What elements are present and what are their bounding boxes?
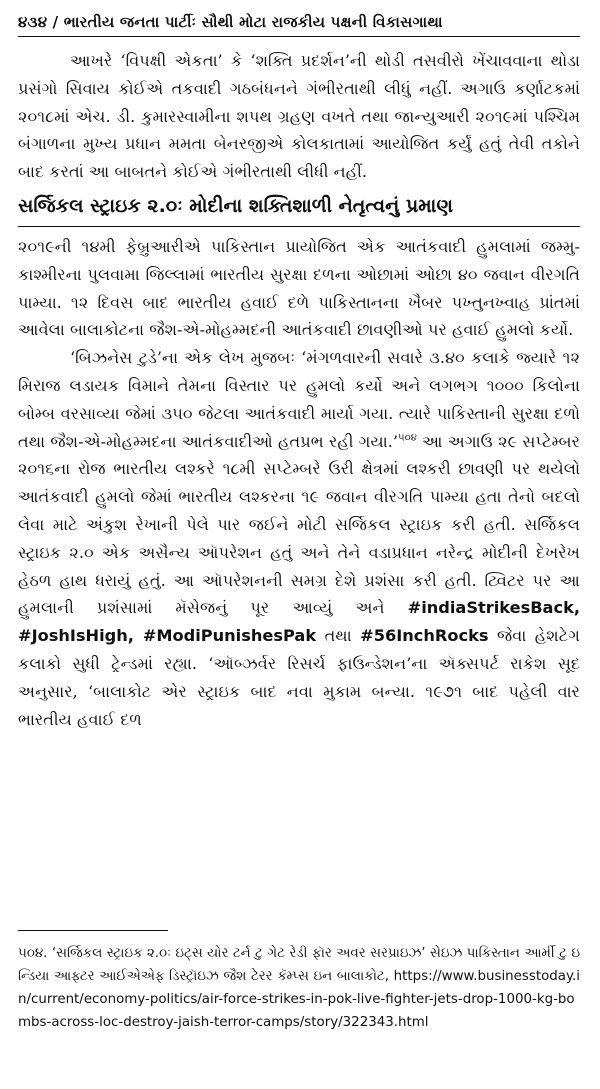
section-rule — [18, 226, 580, 227]
hashtag-56inch: #56InchRocks — [360, 626, 489, 646]
paragraph-1: આખરે ‘વિપક્ષી એકતા’ કે ‘શક્તિ પ્રદર્શન’ની થોડી તસવીરો ખેંચાવવાના થોડા પ્રસંગો સિવાય કોઈએ તકવાદી ગઠબંધનને ગંભીરતાથી લીધું નહીં. અગાઉ કર્ણાટકમાં ૨૦૧૮માં એચ. ડી. કુમારસ્વામીના શપથ ગ્રહણ વખતે તથા જાન્યુઆરી ૨૦૧૯માં પશ્ચિમ બંગાળના મુખ્ય પ્રધાન મમતા બેનરજીએ કોલકાતામાં આયોજિત કર્યું હતું તેવી તકોને બાદ કરતાં આ બાબતને કોઈએ ગંભીરતાથી લીધી નહીં. — [18, 51, 580, 182]
header-rule — [18, 36, 580, 37]
paragraph-3-part-c: તથા — [316, 626, 361, 646]
paragraph-3-part-d: જેવા હેશટેગ કલાકો સુધી ટ્રેન્ડમાં રહ્યા. ‘ઑબ્ઝર્વર રિસર્ચ ફાઉન્ડેશન’ના ઍક્સપર્ટ રાકેશ સૂદ અનુસાર, ‘બાલાકોટ એર સ્ટ્રાઇક બાદ નવા મુકામ બન્યા. ૧૯૭૧ બાદ પહેલી વાર ભારતીય હવાઈ દળ — [18, 626, 580, 729]
paragraph-2: ૨૦૧૯ની ૧૪મી ફેબ્રુઆરીએ પાકિસ્તાન પ્રાયોજિત એક આતંકવાદી હુમલામાં જમ્મુ-કાશ્મીરના પુલવામા જિલ્લામાં ભારતીય સુરક્ષા દળના ઓછામાં ઓછા ૪૦ જવાન વીરગતિ પામ્યા. ૧૨ દિવસ બાદ ભારતીય હવાઈ દળે પાકિસ્તાનના ખૈબર પખ્તુનખ્વાહ પ્રાંતમાં આવેલા બાલાકોટના જૈશ-એ-મોહમ્મદની આતંકવાદી છાવણીઓ પર હવાઈ હુમલો કર્યો. — [18, 236, 580, 340]
footnote-reference: ૫૦૪ — [398, 432, 417, 444]
paragraph-3 — [18, 344, 580, 733]
running-head: ૪૩૪ / ભારતીય જનતા પાર્ટીઃ સૌથી મોટા રાજકીય પક્ષની વિકાસગાથા — [18, 13, 443, 31]
paragraph-3-part-b: આ અગાઉ ૨૯ સપ્ટેમ્બર ૨૦૧૬ના રોજ ભારતીય લશ્કરે ૧૮મી સપ્ટેમ્બરે ઉરી ક્ષેત્રમાં લશ્કરી છાવણી પર થયેલો આતંકવાદી હુમલો જેમાં ભારતીય લશ્કરના ૧૯ જવાન વીરગતિ પામ્યા હતા તેનો બદલો લેવા માટે અંકુશ રેખાની પેલે પાર જઈને મોટી સર્જિકલ સ્ટ્રાઇક કરી હતી. સર્જિકલ સ્ટ્રાઇક ૨.૦ એક અસૈન્ય ઑપરેશન હતું અને તેને વડાપ્રધાન નરેન્દ્ર મોદીની દેખરેખ હેઠળ હાથ ધરાયું હતું. આ ઑપરેશનની સમગ્ર દેશે પ્રશંસા કરી હતી. ટ્વિટર પર આ હુમલાની પ્રશંસામાં મૅસેજનું પૂર આવ્યું અને — [18, 431, 580, 618]
footnote-rule — [18, 930, 168, 931]
section-heading: સર્જિકલ સ્ટ્રાઇક ૨.૦ઃ મોદીના શક્તિશાળી નેતૃત્વનું પ્રમાણ — [18, 194, 453, 217]
footnote: ૫૦૪. ‘સર્જિકલ સ્ટ્રાઇક ૨.૦ઃ ઇટ્સ યોર ટર્ન ટુ ગેટ રેડી ફૉર અવર સરપ્રાઇઝ’ સેઇઝ પાકિસ્તાન આર્મી ટુ ઇન્ડિયા આફ્ટર આઈએએફ ડિસ્ટ્રૉઇઝ જૈશ ટેરર કૅમ્પ્સ ઇન બાલાકોટ, https://www.businesstoday.in/current/economy-politics/air-force-strikes-in-pok-live-fighter-jets-drop-1000-kg-bombs-across-loc-destroy-jaish-terror-camps/story/322343.html — [18, 946, 580, 1030]
paragraph-3-part-a: ‘બિઝનેસ ટુડે’ના એક લેખ મુજબઃ ‘મંગળવારની સવારે ૩.૪૦ કલાકે જ્યારે ૧૨ મિરાજ લડાયક વિમાને તેમના વિસ્તાર પર હુમલો કર્યો અને લગભગ ૧૦૦૦ કિલોના બોમ્બ વરસાવ્યા જેમાં ૩૫૦ જેટલા આતંકવાદી માર્યા ગયા. ત્યારે પાકિસ્તાની સુરક્ષા દળો તથા જૈશ-એ-મોહમ્મદના આતંકવાદીઓ હતપ્રભ રહી ગયા.’ — [18, 348, 580, 451]
hashtags: #indiaStrikesBack, #JoshIsHigh, #ModiPunishesPak — [18, 598, 580, 646]
